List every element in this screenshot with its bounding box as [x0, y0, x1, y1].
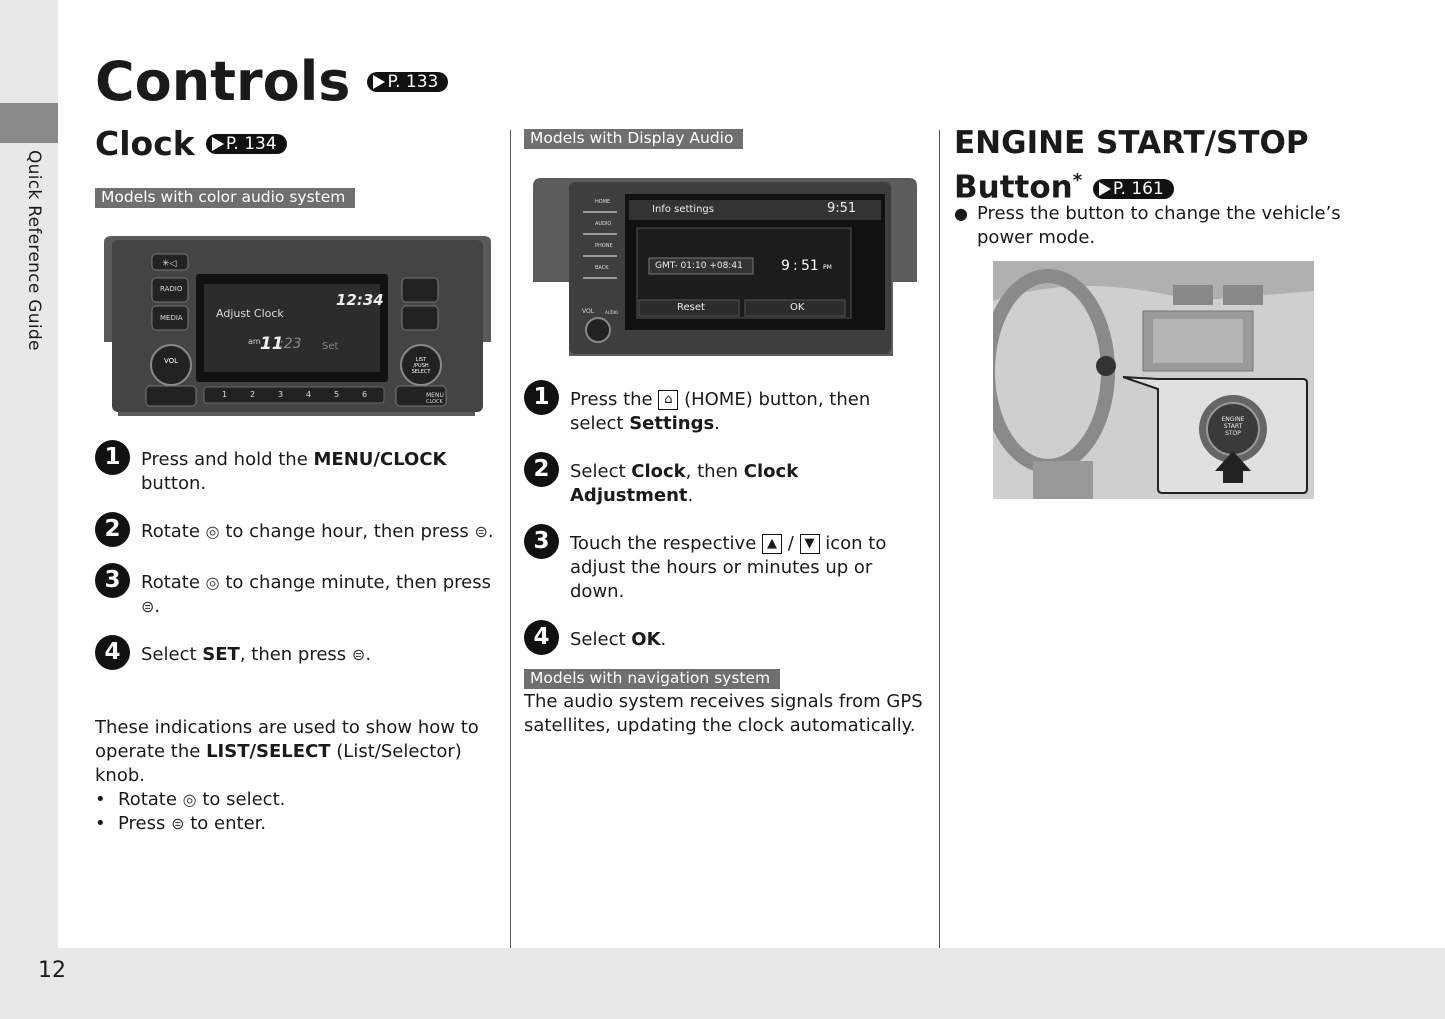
preset-1: 1: [222, 390, 228, 399]
step-number: 2: [524, 452, 559, 487]
rotate-knob-icon: ◎: [205, 573, 220, 592]
press-knob-icon: ⊜: [171, 814, 185, 833]
rotate-knob-icon: ◎: [205, 522, 220, 541]
select-knob-label: LIST /PUSH SELECT: [411, 357, 431, 375]
screen-clock: 9:51: [827, 201, 857, 216]
step-item: 3 Rotate ◎ to change minute, then press ⊜.: [95, 571, 500, 619]
page-title: Controls: [95, 50, 351, 113]
page-header: [95, 50, 448, 113]
footer-bar: [0, 948, 1445, 1019]
reset-button[interactable]: Reset: [677, 302, 705, 313]
home-label: HOME: [595, 199, 611, 205]
preset-3: 3: [278, 390, 284, 399]
step-number: 4: [524, 620, 559, 655]
press-knob-icon: ⊜: [474, 522, 488, 541]
step-item: 2 Select Clock, then Clock Adjustment.: [524, 460, 924, 508]
radio-hour: 11: [260, 334, 284, 354]
step-number: 1: [524, 380, 559, 415]
nav-banner: Models with navigation system: [524, 668, 780, 689]
bullet-item: • Press ⊜ to enter.: [95, 813, 267, 834]
gmt-offset: GMT- 01:10 +08:41: [655, 261, 743, 271]
audio-label: AUDIO: [595, 221, 612, 227]
asterisk: *: [1072, 170, 1083, 191]
engine-heading: [954, 124, 1309, 206]
time-hour: 9: [781, 258, 790, 274]
dashboard-svg: [993, 261, 1314, 499]
clock-button-label: CLOCK: [426, 399, 443, 405]
ok-button[interactable]: OK: [790, 302, 805, 313]
back-label: BACK: [595, 265, 609, 271]
radio-button-label: RADIO: [160, 285, 183, 293]
step-item: 4 Select OK.: [524, 628, 924, 655]
knob-note: These indications are used to show how to operate the LIST/SELECT (List/Selector) knob. • Rotate ◎ to select. • Press ⊜ to enter.: [95, 716, 505, 836]
radio-minute: :23: [279, 336, 302, 352]
down-arrow-icon: ▼: [800, 534, 820, 554]
time-separator: :: [793, 258, 798, 274]
clock-heading: [95, 124, 287, 163]
time-minute: 51: [801, 258, 819, 274]
display-audio-steps: [524, 384, 924, 655]
press-knob-icon: ⊜: [141, 597, 155, 616]
page-number: 12: [38, 958, 66, 983]
section-label: Quick Reference Guide: [24, 150, 44, 351]
step-item: 3 Touch the respective ▲ / ▼ icon to adjust the hours or minutes up or down.: [524, 532, 924, 604]
clock-title: Clock: [95, 124, 195, 163]
preset-6: 6: [362, 390, 368, 399]
clock-ref-link[interactable]: P. 134: [206, 134, 287, 154]
step-number: 3: [95, 563, 130, 598]
step-item: 1 Press and hold the MENU/CLOCK button.: [95, 448, 500, 496]
rotate-knob-icon: ◎: [182, 790, 197, 809]
step-number: 1: [95, 440, 130, 475]
clock-steps: [95, 444, 500, 670]
engine-ref-link[interactable]: P. 161: [1093, 179, 1174, 199]
menu-button-label: MENU: [426, 392, 444, 399]
vol-knob-label: VOL: [164, 357, 179, 365]
display-audio-banner: Models with Display Audio: [524, 128, 743, 149]
vol-label: VOL: [582, 308, 595, 315]
step-number: 3: [524, 524, 559, 559]
side-tab-marker: [0, 103, 58, 143]
color-audio-unit-illustration: [100, 232, 495, 420]
engine-title: ENGINE START/STOP: [954, 125, 1309, 161]
arrow-icon: [1099, 182, 1111, 196]
column-divider: [510, 130, 511, 948]
preset-4: 4: [306, 390, 312, 399]
phone-label: PHONE: [595, 243, 613, 249]
engine-start-illustration: [993, 261, 1314, 499]
step-item: 2 Rotate ◎ to change hour, then press ⊜.: [95, 520, 500, 547]
press-knob-icon: ⊜: [351, 645, 366, 664]
svg-text:✳︎◁: ✳︎◁: [162, 259, 177, 269]
step-item: 1 Press the ⌂ (HOME) button, then select Settings.: [524, 388, 924, 436]
time-pm: PM: [823, 264, 832, 271]
radio-screen-label: Adjust Clock: [216, 307, 284, 320]
bullet-dot: ●: [954, 204, 968, 223]
step-item: 4 Select SET, then press ⊜.: [95, 643, 500, 670]
display-audio-illustration: [529, 170, 921, 360]
arrow-icon: [212, 137, 224, 151]
preset-2: 2: [250, 390, 256, 399]
step-number: 4: [95, 635, 130, 670]
bullet-item: • Rotate ◎ to select.: [95, 789, 286, 810]
info-settings-title: Info settings: [652, 204, 714, 215]
radio-time: 12:34: [336, 291, 384, 309]
engine-title-button: Button: [954, 169, 1073, 206]
arrow-icon: [373, 75, 385, 89]
media-button-label: MEDIA: [160, 314, 183, 322]
column-divider: [939, 130, 940, 948]
preset-5: 5: [334, 390, 340, 399]
nav-text: The audio system receives signals from GPS satellites, updating the clock automatically.: [524, 691, 923, 736]
engine-button-label: ENGINE START STOP: [1221, 416, 1245, 437]
page-ref-link[interactable]: P. 133: [367, 72, 448, 92]
audio-small-label: AUDIO: [605, 310, 619, 315]
step-number: 2: [95, 512, 130, 547]
model-banner: Models with color audio system: [95, 187, 355, 208]
engine-bullet: ● Press the button to change the vehicle’s power mode.: [954, 203, 1341, 248]
radio-set: Set: [322, 341, 339, 352]
up-arrow-icon: ▲: [762, 534, 782, 554]
home-icon: ⌂: [658, 390, 678, 410]
radio-am: am: [248, 337, 261, 346]
